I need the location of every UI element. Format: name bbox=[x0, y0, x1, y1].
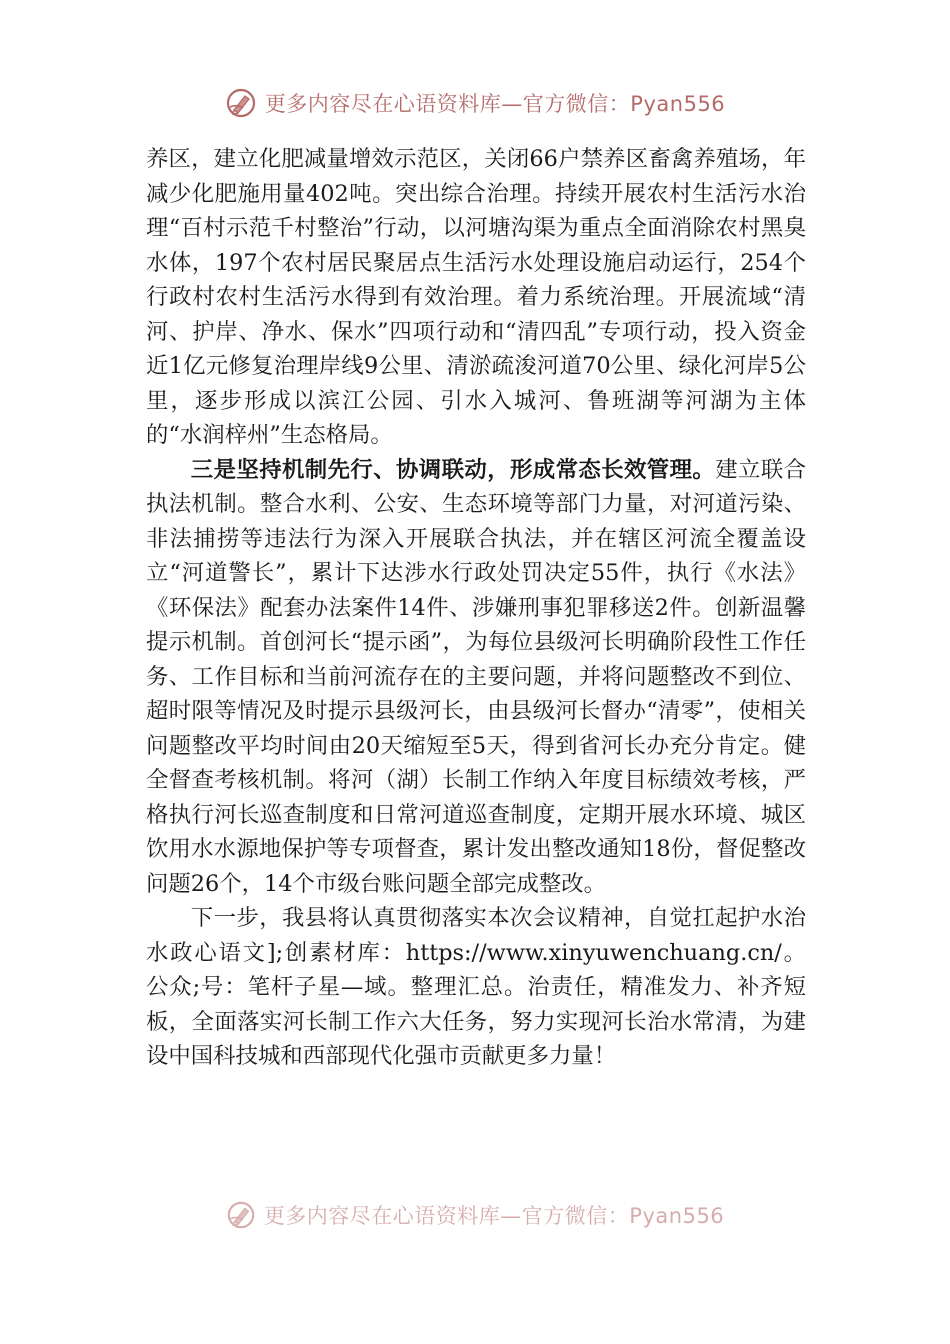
paragraph-continuation: 养区，建立化肥减量增效示范区，关闭66户禁养区畜禽养殖场，年减少化肥施用量402吨。突出综合治理。持续开展农村生活污水治理“百村示范千村整治”行动，以河塘沟渠为重点全面消除农村黑臭水体，197个农村居民聚居点生活污水处理设施启动运行，254个行政村农村生活污水得到有效治理。着力系统治理。开展流域“清河、护岸、净水、保水”四项行动和“清四乱”专项行动，投入资金近1亿元修复治理岸线9公里、清淤疏浚河道70公里、绿化河岸5公里，逐步形成以滨江公园、引水入城河、鲁班湖等河湖为主体的“水润梓州”生态格局。 bbox=[146, 146, 806, 448]
footer-watermark-banner bbox=[226, 1200, 724, 1230]
paragraph-mechanism-body: 建立联合执法机制。整合水利、公安、生态环境等部门力量，对河道污染、非法捕捞等违法行为深入开展联合执法，并在辖区河流全覆盖设立“河道警长”，累计下达涉水行政处罚决定55件，执行《水法》《环保法》配套办法案件14件、涉嫌刑事犯罪移送2件。创新温馨提示机制。首创河长“提示函”，为每位县级河长明确阶段性工作任务、工作目标和当前河流存在的主要问题，并将问题整改不到位、超时限等情况及时提示县级河长，由县级河长督办“清零”，使相关问题整改平均时间由20天缩短至5天，得到省河长办充分肯定。健全督查考核机制。将河（湖）长制工作纳入年度目标绩效考核，严格执行河长巡查制度和日常河道巡查制度，定期开展水环境、城区饮用水水源地保护等专项督查，累计发出整改通知18份，督促整改问题26个，14个市级台账问题全部完成整改。 bbox=[146, 456, 807, 897]
pen-logo-icon bbox=[226, 1200, 256, 1230]
document-body bbox=[146, 142, 806, 1074]
watermark-text: 更多内容尽在心语资料库—官方微信：Pyan556 bbox=[264, 92, 726, 116]
paragraph-mechanism bbox=[146, 453, 806, 902]
pen-logo-icon bbox=[225, 87, 257, 119]
header-watermark bbox=[0, 86, 950, 120]
footer-watermark-text: 更多内容尽在心语资料库—官方微信：Pyan556 bbox=[263, 1204, 725, 1228]
footer-watermark bbox=[0, 1200, 950, 1230]
paragraph-next-steps: 下一步，我县将认真贯彻落实本次会议精神，自觉扛起护水治水政心语文];创素材库：https://www.xinyuwenchuang.cn/。公众;号：笔杆子星—域。整理汇总。治责任，精准发力、补齐短板，全面落实河长制工作六大任务，努力实现河长治水常清，为建设中国科技城和西部现代化强市贡献更多力量！ bbox=[146, 905, 806, 1069]
paragraph-heading: 三是坚持机制先行、协调联动，形成常态长效管理。 bbox=[190, 456, 716, 483]
watermark-banner bbox=[225, 87, 725, 119]
